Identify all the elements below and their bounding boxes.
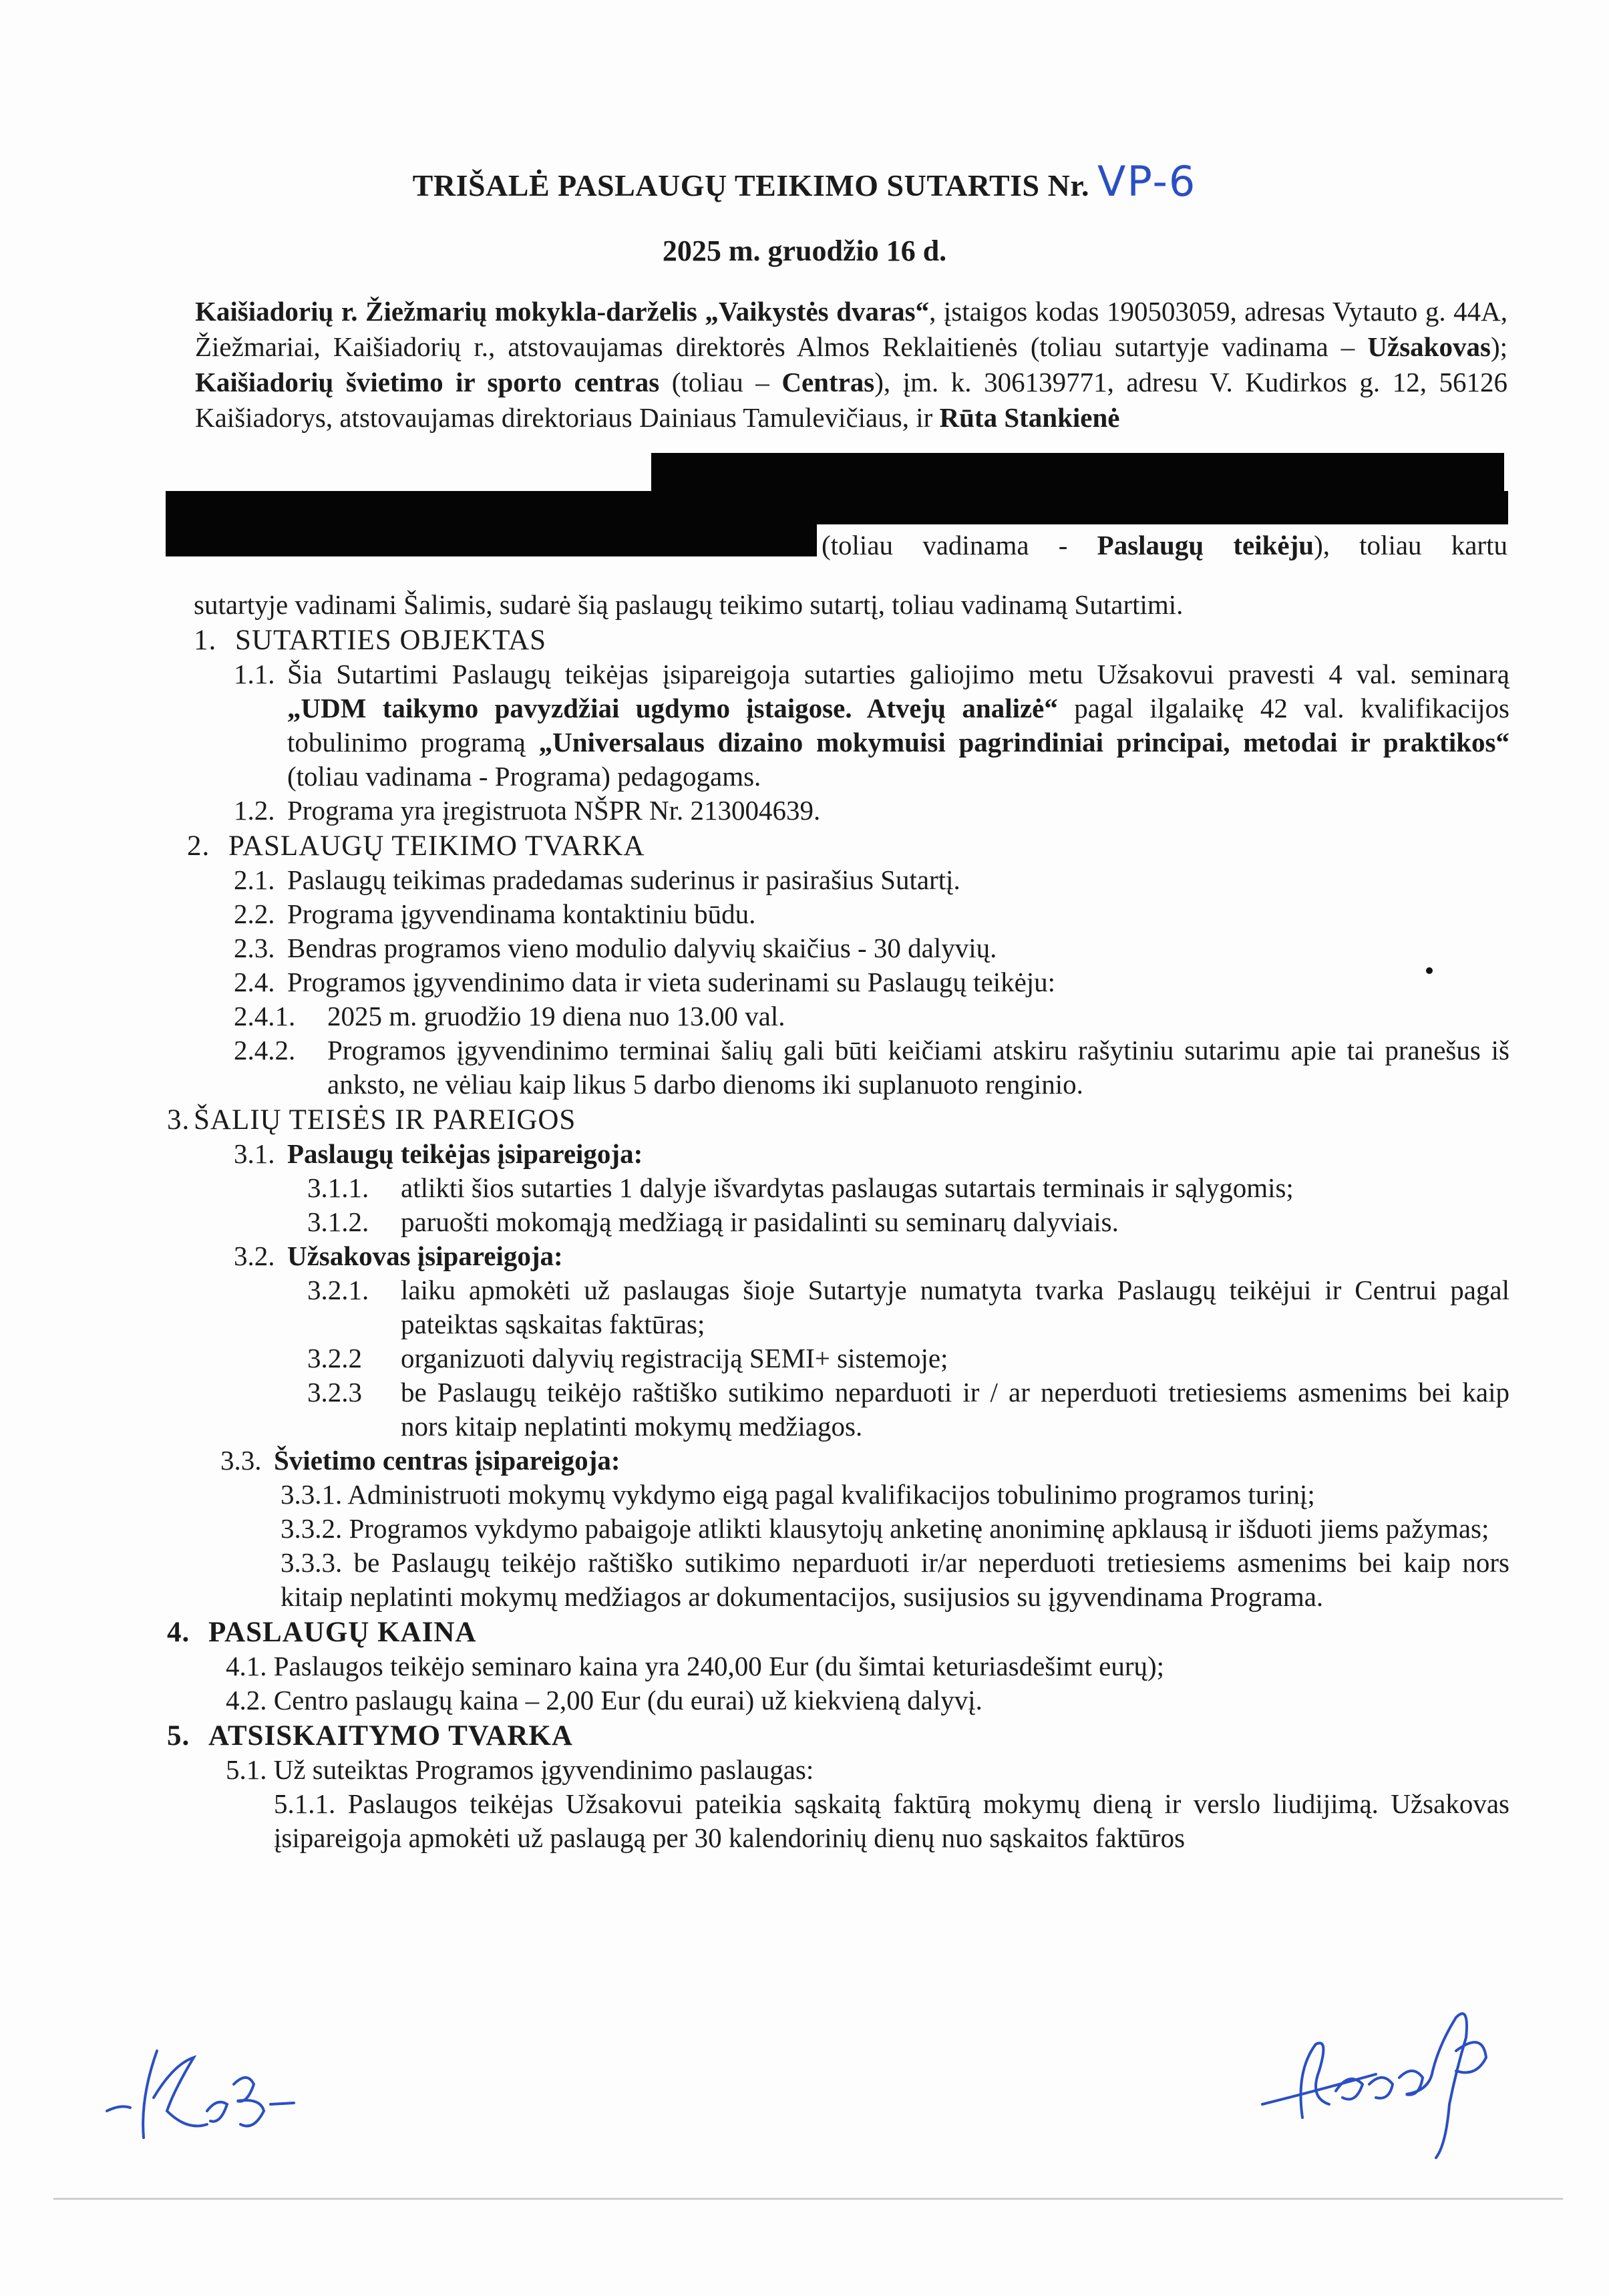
intro-text: ), įm. k. 306139771, adresu V. Kudirkos g. 12, 56126 Kaišiadorys, atstovaujamas direktoriaus Dainiaus Tamulevičiaus, ir: [195, 367, 1507, 433]
clause-3-1: [234, 1137, 1509, 1171]
clause-3-1-2: [307, 1205, 1509, 1239]
section-4-heading: [167, 1615, 1509, 1649]
clause-1-1: [234, 657, 1509, 794]
section-title: PASLAUGŲ KAINA: [208, 1617, 477, 1648]
clause-text-part: (toliau vadinama - Programa) pedagogams.: [287, 761, 761, 792]
intro-text: );: [1490, 331, 1507, 362]
contract-sections: [167, 588, 1509, 1855]
clause-3-2-3: [307, 1375, 1509, 1444]
clause-text: organizuoti dalyvių registraciją SEMI+ sistemoje;: [401, 1343, 948, 1373]
clause-text: Programa įgyvendinama kontaktiniu būdu.: [287, 898, 756, 929]
clause-number: 2.4.2.: [234, 1035, 296, 1065]
centre-name: Kaišiadorių švietimo ir sporto centras: [195, 367, 660, 397]
customer-role: Užsakovas: [1367, 331, 1491, 362]
section-1-heading: [194, 623, 1509, 657]
section-title: SUTARTIES OBJEKTAS: [235, 625, 547, 656]
centre-role: Centras: [781, 367, 875, 397]
clause-3-2: [234, 1239, 1509, 1273]
section-number: 1.: [194, 625, 217, 656]
clause-text: [287, 657, 1509, 794]
intro-text: ), toliau kartu: [1314, 530, 1507, 560]
redaction-block-top: [651, 453, 1504, 493]
clause-number: 2.4.: [234, 967, 275, 997]
signature-left: [94, 2024, 334, 2151]
section-number: 2.: [187, 830, 210, 862]
clause-number: 1.2.: [234, 795, 275, 826]
clause-text: paruošti mokomąją medžiagą ir pasidalinti su seminarų dalyviais.: [401, 1206, 1119, 1237]
clause-text: Paslaugų teikimas pradedamas suderinus ir pasirašius Sutartį.: [287, 864, 960, 895]
clause-2-4: [234, 965, 1509, 999]
provider-role-line: [822, 528, 1507, 563]
clause-2-1: [234, 863, 1509, 897]
clause-number: 3.2.2: [307, 1343, 362, 1373]
clause-3-1-1: [307, 1171, 1509, 1205]
section-number: 5.: [167, 1720, 190, 1752]
clause-3-3-2: 3.3.2. Programos vykdymo pabaigoje atlikti klausytojų anketinę anoniminę apklausą ir išduoti jiems pažymas;: [281, 1513, 1489, 1544]
clause-number: 3.2.3: [307, 1377, 362, 1408]
clause-number: 2.2.: [234, 898, 275, 929]
section-2-heading: [187, 829, 1509, 863]
signature-right: [1256, 1991, 1523, 2164]
clause-4-2: 4.2. Centro paslaugų kaina – 2,00 Eur (du eurai) už kiekvieną dalyvį.: [226, 1685, 982, 1715]
clause-number: 3.1.: [234, 1138, 275, 1169]
clause-text-part: pagal ilgalaikę 42 val. kvalifikacijos tobulinimo programą: [287, 693, 1509, 758]
clause-number: 3.2.: [234, 1241, 275, 1271]
section-3-heading: [167, 1103, 1509, 1137]
clause-2-4-2: [234, 1033, 1509, 1102]
clause-text: laiku apmokėti už paslaugas šioje Sutartyje numatyta tvarka Paslaugų teikėjui ir Centrui pagal pateiktas sąskaitas faktūras;: [401, 1275, 1509, 1339]
programme-title: „Universalaus dizaino mokymuisi pagrindiniai principai, metodai ir praktikos“: [538, 727, 1509, 758]
clause-2-2: [234, 897, 1509, 931]
clause-3-2-2: [307, 1341, 1509, 1375]
clause-text: 2025 m. gruodžio 19 diena nuo 13.00 val.: [327, 1001, 785, 1031]
clause-text: Bendras programos vieno modulio dalyvių skaičius - 30 dalyvių.: [287, 933, 997, 963]
title-text: TRIŠALĖ PASLAUGŲ TEIKIMO SUTARTIS Nr.: [412, 168, 1090, 202]
clause-number: 2.1.: [234, 864, 275, 895]
clause-number: 1.1.: [234, 659, 275, 689]
section-title: ŠALIŲ TEISĖS IR PAREIGOS: [194, 1104, 576, 1136]
clause-2-3: [234, 931, 1509, 965]
intro-closing: sutartyje vadinami Šalimis, sudarė šią paslaugų teikimo sutartį, toliau vadinamą Sutartimi.: [194, 589, 1184, 620]
clause-heading: Užsakovas įsipareigoja:: [287, 1241, 563, 1271]
document-title: [0, 157, 1609, 206]
clause-heading: Švietimo centras įsipareigoja:: [274, 1445, 620, 1476]
clause-3-3: [220, 1444, 1509, 1478]
clause-text: Programos įgyvendinimo data ir vieta suderinami su Paslaugų teikėju:: [287, 967, 1056, 997]
clause-number: 3.1.2.: [307, 1206, 369, 1237]
clause-text-part: Šia Sutartimi Paslaugų teikėjas įsipareigoja sutarties galiojimo metu Užsakovui pravesti 4 val. seminarą: [287, 659, 1509, 689]
clause-3-2-1: [307, 1273, 1509, 1341]
clause-text: atlikti šios sutarties 1 dalyje išvardytas paslaugas sutartais terminais ir sąlygomis;: [401, 1172, 1294, 1203]
clause-number: 2.3.: [234, 933, 275, 963]
clause-5-1-1: 5.1.1. Paslaugos teikėjas Užsakovui pateikia sąskaitą faktūrą mokymų dieną ir verslo liudijimą. Užsakovas įsipareigoja apmokėti už paslaugą per 30 kalendorinių dienų nuo sąskaitos faktūros: [274, 1788, 1509, 1853]
clause-2-4-1: [234, 999, 1509, 1033]
stray-mark: [1426, 967, 1433, 974]
clause-number: 3.3.: [220, 1445, 262, 1476]
clause-number: 3.2.1.: [307, 1275, 369, 1305]
document-date: 2025 m. gruodžio 16 d.: [662, 234, 947, 267]
provider-name: Rūta Stankienė: [939, 402, 1120, 433]
redaction-block-main: [166, 491, 1508, 524]
handwritten-contract-number: VP-6: [1097, 157, 1197, 206]
clause-heading: Paslaugų teikėjas įsipareigoja:: [287, 1138, 643, 1169]
clause-number: 2.4.1.: [234, 1001, 296, 1031]
clause-text: Programa yra įregistruota NŠPR Nr. 213004639.: [287, 795, 821, 826]
clause-text: Programos įgyvendinimo terminai šalių gali būti keičiami atskiru rašytiniu sutarimu apie tai pranešus iš anksto, ne vėliau kaip likus 5 darbo dienoms iki suplanuoto renginio.: [327, 1035, 1509, 1100]
customer-name: Kaišiadorių r. Žiežmarių mokykla-darželis „Vaikystės dvaras“: [195, 296, 930, 327]
section-title: PASLAUGŲ TEIKIMO TVARKA: [228, 830, 645, 862]
clause-text: be Paslaugų teikėjo raštiško sutikimo neparduoti ir / ar neperduoti tretiesiems asmenims bei kaip nors kitaip neplatinti mokymų medžiagos.: [401, 1377, 1509, 1442]
section-5-heading: [167, 1719, 1509, 1753]
clause-1-2: [234, 794, 1509, 828]
intro-text: , įstaigos kodas 190503059, adresas Vytauto g. 44A, Žiežmariai, Kaišiadorių r., atstovaujamas direktorės Almos Reklaitienės (toliau sutartyje vadinama –: [195, 296, 1507, 362]
section-number: 4.: [167, 1617, 190, 1648]
clause-4-1: 4.1. Paslaugos teikėjo seminaro kaina yra 240,00 Eur (du šimtai keturiasdešimt eurų);: [226, 1651, 1165, 1681]
page-bottom-rule: [53, 2198, 1563, 2200]
intro-text: (toliau vadinama -: [822, 530, 1097, 560]
seminar-title: „UDM taikymo pavyzdžiai ugdymo įstaigose. Atvejų analizė“: [287, 693, 1058, 723]
clause-number: 3.1.1.: [307, 1172, 369, 1203]
section-title: ATSISKAITYMO TVARKA: [208, 1720, 573, 1752]
redaction-block-bottom: [166, 523, 817, 556]
clause-5-1: 5.1. Už suteiktas Programos įgyvendinimo paslaugas:: [226, 1754, 814, 1785]
section-number: 3.: [167, 1104, 190, 1136]
intro-paragraph: [195, 294, 1507, 436]
clause-3-3-3: 3.3.3. be Paslaugų teikėjo raštiško sutikimo neparduoti ir/ar neperduoti tretiesiems asmenims bei kaip nors kitaip neplatinti mokymų medžiagos ar dokumentacijos, susijusios su įgyvendinama Programa.: [281, 1547, 1509, 1612]
intro-text: (toliau –: [659, 367, 782, 397]
clause-3-3-1: 3.3.1. Administruoti mokymų vykdymo eigą pagal kvalifikacijos tobulinimo programos turinį;: [281, 1479, 1315, 1510]
provider-role: Paslaugų teikėju: [1097, 530, 1314, 560]
